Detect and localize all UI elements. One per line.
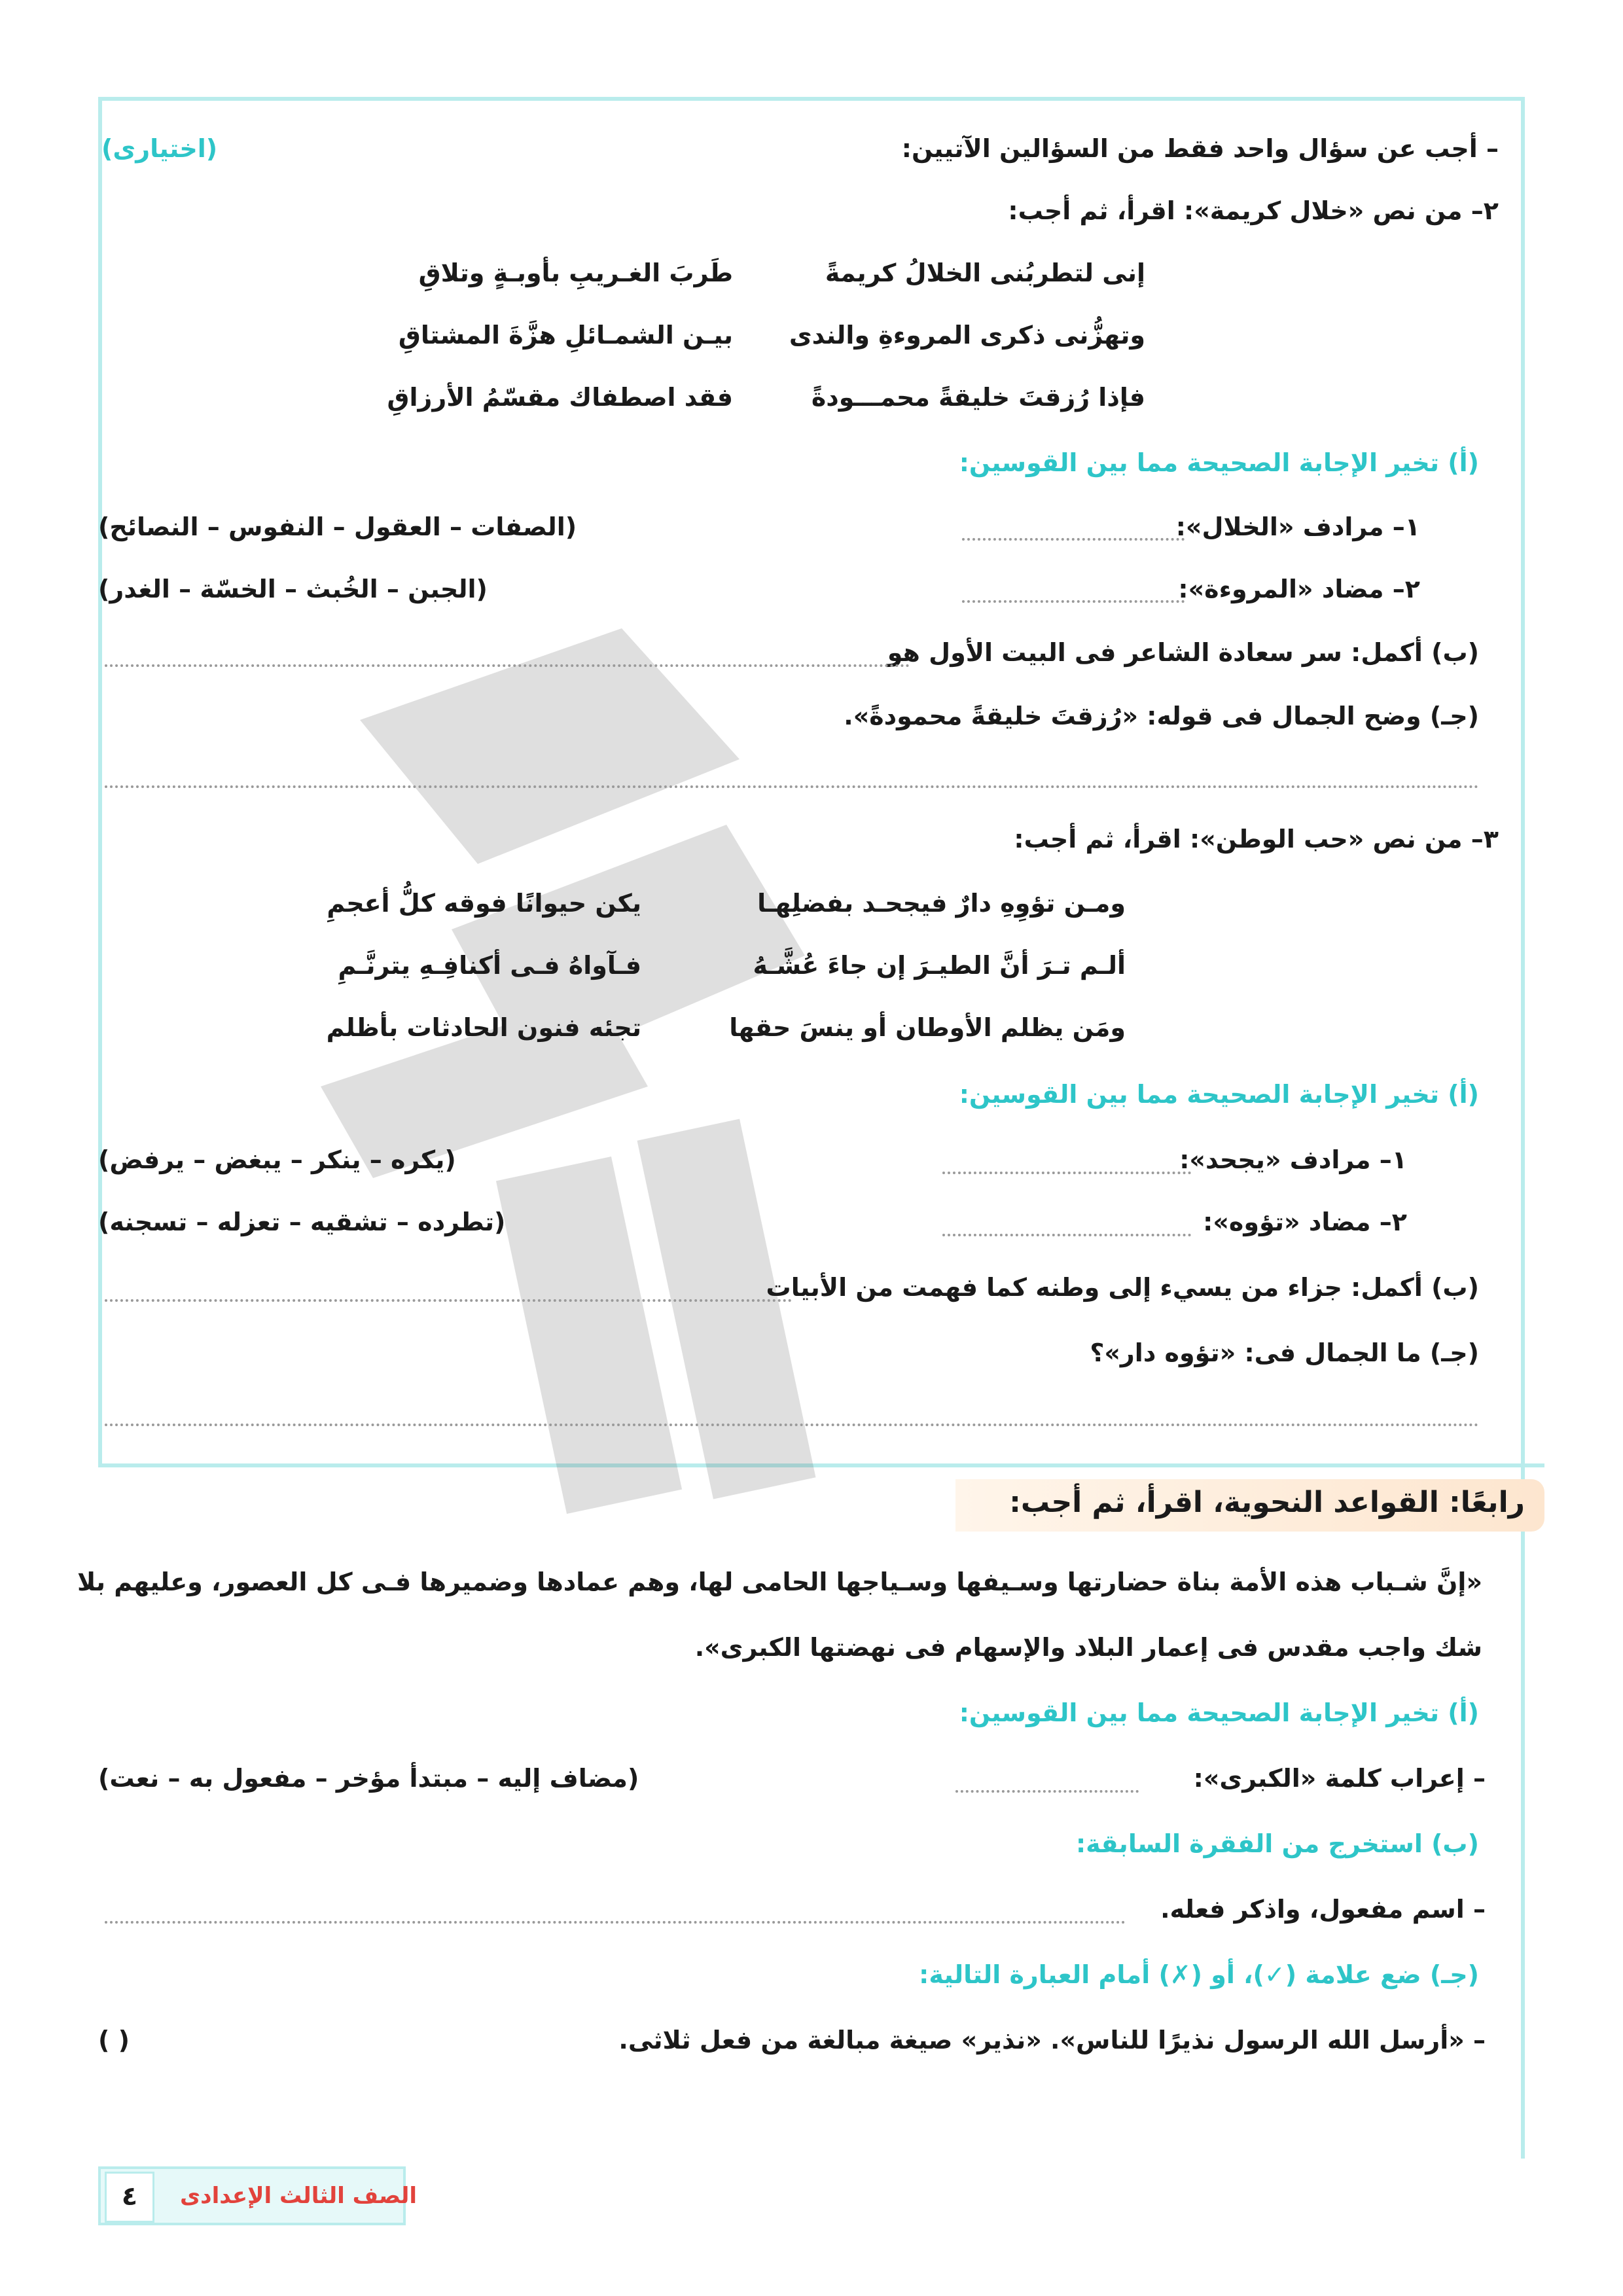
q3-part-c: (جـ) ما الجمال فى: «تؤوه دار»؟	[1090, 1338, 1479, 1367]
q2-verse1-right: إنى لتطربُنى الخلالُ كريمةً	[825, 259, 1145, 287]
section4-a1-label: – إعراب كلمة «الكبرى»:	[1193, 1764, 1486, 1793]
section4-b1: – اسم مفعول، واذكر فعله.	[1160, 1895, 1486, 1924]
section4-a1-answer-line[interactable]	[955, 1790, 1139, 1793]
section4-passage-line1: «إنَّ شـباب هذه الأمة بناة حضارتها وسـيفها وسـياجها الحامى لها، وهم عمادها وضميرها فـى كل العصور، وعليهم بلا	[77, 1568, 1482, 1596]
q2-a1-choices: (الصفات – العقول – النفوس – النصائح)	[98, 512, 577, 541]
section4-c1-answer-box[interactable]: ( )	[98, 2026, 130, 2054]
section4-part-c-title: (جـ) ضع علامة (✓)، أو (✗) أمام العبارة التالية:	[919, 1960, 1479, 1989]
q3-part-c-answer-line[interactable]	[105, 1424, 1479, 1426]
q2-verse3-left: فقد اصطفاك مقسّمُ الأرزاقِ	[387, 383, 733, 412]
q3-verse3-right: ومَن يظلم الأوطان أو ينسَ حقها	[729, 1013, 1126, 1042]
section4-c1: – «أرسل الله الرسول نذيرًا للناس». «نذير» صيغة مبالغة من فعل ثلاثى.	[618, 2026, 1486, 2054]
q2-a2-answer-line[interactable]	[962, 600, 1185, 603]
q2-verse2-left: بيـن الشمـائلِ هزَّةَ المشتاقِ	[398, 321, 733, 350]
q2-part-c-answer-line[interactable]	[105, 785, 1479, 788]
q2-a2-label: ٢– مضاد «المروءة»:	[1178, 575, 1420, 603]
q3-verse3-left: تجئه فنون الحادثات بأظلم	[326, 1013, 641, 1042]
q3-a2-choices: (تطرده – تشقيه – تعزله – تسجنه)	[98, 1208, 506, 1236]
page-number: ٤	[105, 2172, 154, 2223]
q2-heading: ٢– من نص «خلال كريمة»: اقرأ، ثم أجب:	[1008, 196, 1499, 225]
q2-part-b: (ب) أكمل: سر سعادة الشاعر فى البيت الأول هو	[887, 638, 1479, 667]
q3-verse1-right: ومـن تؤوِهِ دارٌ فيجحـد بفضلِهـا	[757, 889, 1126, 918]
q2-part-b-answer-line[interactable]	[105, 664, 910, 667]
q3-part-a-title: (أ) تخير الإجابة الصحيحة مما بين القوسين:	[959, 1080, 1479, 1109]
q3-a2-answer-line[interactable]	[942, 1234, 1191, 1236]
q3-heading: ٣– من نص «حب الوطن»: اقرأ، ثم أجب:	[1014, 825, 1499, 853]
q2-a1-answer-line[interactable]	[962, 538, 1185, 541]
q2-part-c: (جـ) وضح الجمال فى قوله: «رُزقتَ خليقةً محمودةً».	[844, 702, 1479, 730]
q3-verse2-right: ألـم تـرَ أنَّ الطيـرَ إن جاءَ عُشَّـهُ	[753, 951, 1126, 980]
section4-part-b-title: (ب) استخرج من الفقرة السابقة:	[1075, 1829, 1479, 1858]
q3-a1-label: ١– مرادف «يجحد»:	[1179, 1145, 1407, 1174]
section4-passage-line2: شك واجب مقدس فى إعمار البلاد والإسهام فى نهضتها الكبرى».	[694, 1633, 1482, 1662]
q2-verse1-left: طَربَ الغـريبِ بأوبـةٍ وتلاقِ	[418, 259, 733, 287]
section4-part-a-title: (أ) تخير الإجابة الصحيحة مما بين القوسين:	[959, 1698, 1479, 1727]
optional-label: (اختيارى)	[101, 134, 218, 163]
page-frame-left-border	[98, 97, 102, 1465]
section4-title: رابعًا: القواعد النحوية، اقرأ، ثم أجب:	[1009, 1486, 1525, 1519]
q3-part-b: (ب) أكمل: جزاء من يسيء إلى وطنه كما فهمت من الأبيات	[766, 1273, 1479, 1302]
q3-a2-label: ٢– مضاد «تؤوه»:	[1203, 1208, 1407, 1236]
q2-verse3-right: فإذا رُزقتَ خليقةً محمـــودةً	[811, 383, 1145, 412]
intro-instruction: – أجب عن سؤال واحد فقط من السؤالين الآتيين:	[901, 134, 1499, 163]
q3-verse1-left: يكن حيوانًا فوقه كلُّ أعجمِ	[327, 889, 641, 918]
section4-a1-choices: (مضاف إليه – مبتدأ مؤخر – مفعول به – نعت)	[98, 1764, 639, 1793]
q3-verse2-left: فـآواهُ فـى أكنافِـهِ يترنَّـمِ	[338, 951, 641, 980]
footer-grade: الصف الثالث الإعدادى	[180, 2183, 418, 2209]
q3-a1-answer-line[interactable]	[942, 1172, 1191, 1174]
q2-a1-label: ١– مرادف «الخلال»:	[1175, 512, 1420, 541]
q2-part-a-title: (أ) تخير الإجابة الصحيحة مما بين القوسين:	[959, 448, 1479, 477]
section4-b1-answer-line[interactable]	[105, 1921, 1126, 1924]
q3-a1-choices: (يكره – ينكر – يبغض – يرفض)	[98, 1145, 456, 1174]
q2-verse2-right: وتهزُّنى ذكرى المروءةِ والندى	[789, 321, 1145, 350]
q2-a2-choices: (الجبن – الخُبث – الخسّة – الغدر)	[98, 575, 488, 603]
q3-part-b-answer-line[interactable]	[105, 1299, 792, 1302]
